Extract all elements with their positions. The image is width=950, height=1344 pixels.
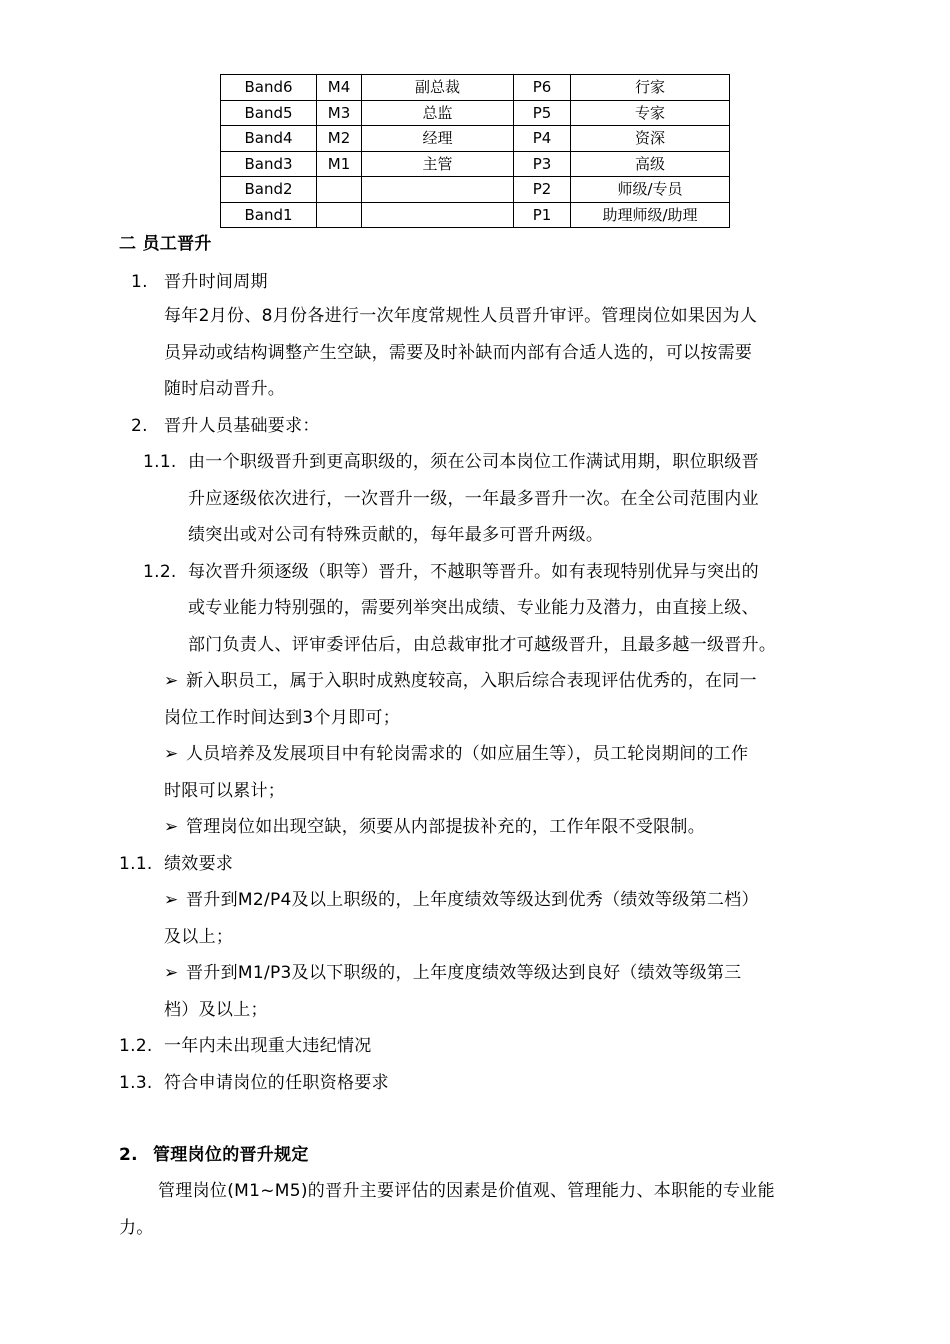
item-number: 1.3. [119,1073,153,1093]
item-title: 晋升时间周期 [164,272,268,292]
p-title-cell: 助理师级/助理 [571,202,730,228]
bullet-text: 晋升到M2/P4及以上职级的，上年度绩效等级达到优秀（绩效等级第二档） [186,890,759,910]
item-number: 2. [119,1145,138,1165]
p-level-cell: P4 [514,126,571,152]
bullet-line [164,671,757,691]
table-row [221,177,730,203]
bullet-line [164,744,748,764]
paragraph-line: 随时启动晋升。 [164,379,286,399]
item-number: 1.1. [143,452,177,472]
bullet-line [164,963,741,983]
m-level-cell: M4 [317,75,362,101]
item-number: 1.2. [143,562,177,582]
paragraph-line: 员异动或结构调整产生空缺，需要及时补缺而内部有合适人选的，可以按需要 [164,343,753,363]
band-cell: Band6 [221,75,317,101]
section-heading: 二 员工晋升 [119,234,212,254]
paragraph-line: 部门负责人、评审委评估后，由总裁审批才可越级晋升，且最多越一级晋升。 [188,635,777,655]
band-cell: Band2 [221,177,317,203]
paragraph-line: 及以上； [164,927,234,947]
item-title: 绩效要求 [164,854,234,874]
arrow-bullet-icon: ➢ [164,890,179,910]
section-subheading: 管理岗位的晋升规定 [153,1145,309,1165]
bullet-text: 晋升到M1/P3及以下职级的，上年度度绩效等级达到良好（绩效等级第三 [186,963,742,983]
bullet-line [164,890,759,910]
paragraph-line: 时限可以累计； [164,781,286,801]
paragraph-line: 由一个职级晋升到更高职级的，须在公司本岗位工作满试用期，职位职级晋 [188,452,759,472]
table-row [221,100,730,126]
item-title: 符合申请岗位的任职资格要求 [164,1073,389,1093]
band-cell: Band1 [221,202,317,228]
p-title-cell: 高级 [571,151,730,177]
bullet-text: 管理岗位如出现空缺，须要从内部提拔补充的，工作年限不受限制。 [186,817,705,837]
m-level-cell: M1 [317,151,362,177]
paragraph-line: 每年2月份、8月份各进行一次年度常规性人员晋升审评。管理岗位如果因为人 [164,306,758,326]
p-level-cell: P2 [514,177,571,203]
band-cell: Band5 [221,100,317,126]
p-title-cell: 资深 [571,126,730,152]
paragraph-line: 每次晋升须逐级（职等）晋升，不越职等晋升。如有表现特别优异与突出的 [188,562,759,582]
m-title-cell: 主管 [362,151,514,177]
m-level-cell: M2 [317,126,362,152]
item-number: 1. [131,272,148,292]
paragraph-line: 或专业能力特别强的，需要列举突出成绩、专业能力及潜力，由直接上级、 [188,598,759,618]
arrow-bullet-icon: ➢ [164,817,179,837]
m-title-cell [362,202,514,228]
table-row [221,75,730,101]
item-number: 1.2. [119,1036,153,1056]
m-title-cell: 副总裁 [362,75,514,101]
item-number: 1.1. [119,854,153,874]
m-title-cell: 总监 [362,100,514,126]
m-level-cell: M3 [317,100,362,126]
table-row [221,126,730,152]
p-level-cell: P1 [514,202,571,228]
m-level-cell [317,177,362,203]
paragraph-line: 力。 [119,1218,154,1238]
p-title-cell: 师级/专员 [571,177,730,203]
bullet-text: 新入职员工，属于入职时成熟度较高，入职后综合表现评估优秀的，在同一 [186,671,757,691]
item-number: 2. [131,416,148,436]
arrow-bullet-icon: ➢ [164,671,179,691]
paragraph-line: 档）及以上； [164,1000,268,1020]
table-row [221,151,730,177]
grade-table [220,74,730,228]
arrow-bullet-icon: ➢ [164,744,179,764]
bullet-line [164,817,705,837]
band-cell: Band3 [221,151,317,177]
table-row [221,202,730,228]
paragraph-line: 升应逐级依次进行，一次晋升一级，一年最多晋升一次。在全公司范围内业 [188,489,759,509]
arrow-bullet-icon: ➢ [164,963,179,983]
p-title-cell: 行家 [571,75,730,101]
item-title: 晋升人员基础要求： [164,416,320,436]
m-level-cell [317,202,362,228]
item-title: 一年内未出现重大违纪情况 [164,1036,372,1056]
m-title-cell [362,177,514,203]
p-level-cell: P5 [514,100,571,126]
p-level-cell: P6 [514,75,571,101]
paragraph-line: 绩突出或对公司有特殊贡献的，每年最多可晋升两级。 [188,525,604,545]
m-title-cell: 经理 [362,126,514,152]
band-cell: Band4 [221,126,317,152]
paragraph-line: 管理岗位(M1~M5)的晋升主要评估的因素是价值观、管理能力、本职能的专业能 [158,1181,775,1201]
paragraph-line: 岗位工作时间达到3个月即可； [164,708,401,728]
p-level-cell: P3 [514,151,571,177]
bullet-text: 人员培养及发展项目中有轮岗需求的（如应届生等），员工轮岗期间的工作 [186,744,749,764]
p-title-cell: 专家 [571,100,730,126]
